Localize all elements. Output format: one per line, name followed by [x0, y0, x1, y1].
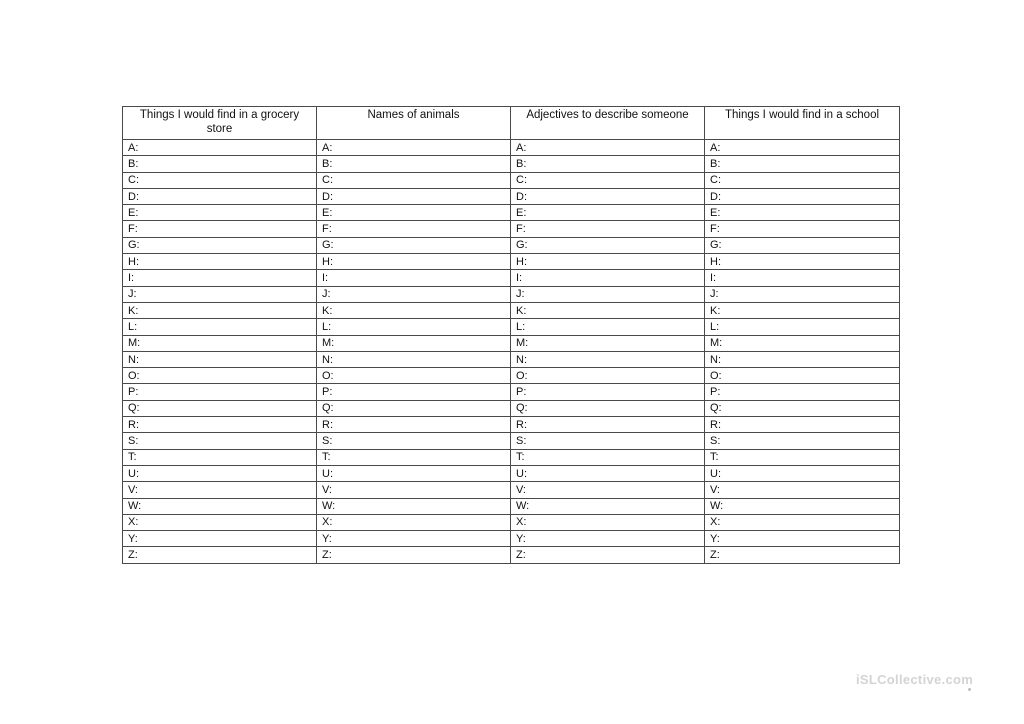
letter-cell[interactable]: F:	[123, 221, 317, 237]
letter-cell[interactable]: Q:	[705, 400, 900, 416]
letter-rows	[123, 140, 900, 564]
letter-cell[interactable]: B:	[317, 156, 511, 172]
letter-cell[interactable]: K:	[511, 302, 705, 318]
table-row	[123, 286, 900, 302]
letter-cell[interactable]: K:	[123, 302, 317, 318]
letter-cell[interactable]: E:	[317, 205, 511, 221]
table-row	[123, 465, 900, 481]
letter-cell[interactable]: Z:	[317, 547, 511, 563]
header-grocery-store: Things I would find in a grocery store	[123, 107, 317, 140]
letter-cell[interactable]: Y:	[123, 531, 317, 547]
letter-cell[interactable]: T:	[511, 449, 705, 465]
header-adjectives: Adjectives to describe someone	[511, 107, 705, 140]
table-row	[123, 319, 900, 335]
letter-cell[interactable]: M:	[511, 335, 705, 351]
letter-cell[interactable]: A:	[317, 140, 511, 156]
letter-cell[interactable]: S:	[511, 433, 705, 449]
letter-cell[interactable]: V:	[705, 482, 900, 498]
letter-cell[interactable]: U:	[511, 465, 705, 481]
letter-cell[interactable]: H:	[317, 254, 511, 270]
letter-cell[interactable]: X:	[317, 514, 511, 530]
letter-cell[interactable]: W:	[123, 498, 317, 514]
letter-cell[interactable]: I:	[511, 270, 705, 286]
table-row	[123, 237, 900, 253]
letter-cell[interactable]: U:	[123, 465, 317, 481]
letter-cell[interactable]: T:	[317, 449, 511, 465]
letter-cell[interactable]: P:	[123, 384, 317, 400]
letter-cell[interactable]: O:	[123, 368, 317, 384]
letter-cell[interactable]: Z:	[705, 547, 900, 563]
table-row	[123, 172, 900, 188]
letter-cell[interactable]: H:	[511, 254, 705, 270]
letter-cell[interactable]: O:	[705, 368, 900, 384]
letter-cell[interactable]: Q:	[511, 400, 705, 416]
letter-cell[interactable]: Y:	[511, 531, 705, 547]
letter-cell[interactable]: N:	[317, 351, 511, 367]
decorative-dot	[968, 688, 971, 691]
letter-cell[interactable]: S:	[705, 433, 900, 449]
letter-cell[interactable]: F:	[317, 221, 511, 237]
letter-cell[interactable]: R:	[317, 417, 511, 433]
table-row	[123, 205, 900, 221]
watermark: iSLCollective.com	[856, 672, 974, 687]
table-row	[123, 400, 900, 416]
letter-cell[interactable]: I:	[317, 270, 511, 286]
table-row	[123, 140, 900, 156]
letter-cell[interactable]: L:	[705, 319, 900, 335]
letter-cell[interactable]: O:	[511, 368, 705, 384]
table-row	[123, 449, 900, 465]
letter-cell[interactable]: Z:	[123, 547, 317, 563]
table-row	[123, 417, 900, 433]
letter-cell[interactable]: V:	[317, 482, 511, 498]
letter-cell[interactable]: H:	[705, 254, 900, 270]
letter-cell[interactable]: H:	[123, 254, 317, 270]
letter-cell[interactable]: W:	[705, 498, 900, 514]
table-row	[123, 433, 900, 449]
letter-cell[interactable]: R:	[705, 417, 900, 433]
letter-cell[interactable]: B:	[511, 156, 705, 172]
letter-cell[interactable]: U:	[317, 465, 511, 481]
letter-cell[interactable]: W:	[511, 498, 705, 514]
letter-cell[interactable]: I:	[705, 270, 900, 286]
table-row	[123, 547, 900, 563]
letter-cell[interactable]: C:	[317, 172, 511, 188]
letter-cell[interactable]: Y:	[705, 531, 900, 547]
letter-cell[interactable]: Q:	[123, 400, 317, 416]
letter-cell[interactable]: V:	[123, 482, 317, 498]
letter-cell[interactable]: W:	[317, 498, 511, 514]
letter-cell[interactable]: I:	[123, 270, 317, 286]
letter-cell[interactable]: J:	[511, 286, 705, 302]
letter-cell[interactable]: D:	[705, 188, 900, 204]
alphabet-table	[122, 106, 900, 564]
letter-cell[interactable]: A:	[705, 140, 900, 156]
letter-cell[interactable]: N:	[123, 351, 317, 367]
letter-cell[interactable]: X:	[705, 514, 900, 530]
letter-cell[interactable]: V:	[511, 482, 705, 498]
table-row	[123, 254, 900, 270]
letter-cell[interactable]: L:	[123, 319, 317, 335]
letter-cell[interactable]: E:	[705, 205, 900, 221]
letter-cell[interactable]: G:	[317, 237, 511, 253]
table-row	[123, 351, 900, 367]
table-row	[123, 335, 900, 351]
letter-cell[interactable]: M:	[317, 335, 511, 351]
table-row	[123, 482, 900, 498]
letter-cell[interactable]: R:	[123, 417, 317, 433]
header-row	[123, 107, 900, 140]
letter-cell[interactable]: J:	[705, 286, 900, 302]
table-row	[123, 384, 900, 400]
letter-cell[interactable]: X:	[123, 514, 317, 530]
letter-cell[interactable]: N:	[705, 351, 900, 367]
letter-cell[interactable]: G:	[511, 237, 705, 253]
table-row	[123, 514, 900, 530]
letter-cell[interactable]: F:	[511, 221, 705, 237]
letter-cell[interactable]: K:	[705, 302, 900, 318]
letter-cell[interactable]: Q:	[317, 400, 511, 416]
table-row	[123, 302, 900, 318]
letter-cell[interactable]: U:	[705, 465, 900, 481]
letter-cell[interactable]: M:	[123, 335, 317, 351]
letter-cell[interactable]: L:	[511, 319, 705, 335]
letter-cell[interactable]: Z:	[511, 547, 705, 563]
letter-cell[interactable]: B:	[705, 156, 900, 172]
letter-cell[interactable]: G:	[123, 237, 317, 253]
table-row	[123, 270, 900, 286]
header-school: Things I would find in a school	[705, 107, 900, 140]
letter-cell[interactable]: A:	[123, 140, 317, 156]
letter-cell[interactable]: L:	[317, 319, 511, 335]
letter-cell[interactable]: D:	[317, 188, 511, 204]
table-row	[123, 498, 900, 514]
letter-cell[interactable]: T:	[123, 449, 317, 465]
letter-cell[interactable]: P:	[511, 384, 705, 400]
table-row	[123, 368, 900, 384]
letter-cell[interactable]: T:	[705, 449, 900, 465]
letter-cell[interactable]: C:	[511, 172, 705, 188]
letter-cell[interactable]: M:	[705, 335, 900, 351]
letter-cell[interactable]: F:	[705, 221, 900, 237]
letter-cell[interactable]: C:	[123, 172, 317, 188]
letter-cell[interactable]: G:	[705, 237, 900, 253]
letter-cell[interactable]: O:	[317, 368, 511, 384]
letter-cell[interactable]: D:	[123, 188, 317, 204]
letter-cell[interactable]: X:	[511, 514, 705, 530]
letter-cell[interactable]: P:	[317, 384, 511, 400]
letter-cell[interactable]: E:	[123, 205, 317, 221]
letter-cell[interactable]: R:	[511, 417, 705, 433]
letter-cell[interactable]: J:	[317, 286, 511, 302]
letter-cell[interactable]: N:	[511, 351, 705, 367]
table-row	[123, 156, 900, 172]
letter-cell[interactable]: D:	[511, 188, 705, 204]
letter-cell[interactable]: E:	[511, 205, 705, 221]
letter-cell[interactable]: Y:	[317, 531, 511, 547]
table-row	[123, 531, 900, 547]
table-row	[123, 188, 900, 204]
letter-cell[interactable]: S:	[123, 433, 317, 449]
table-row	[123, 221, 900, 237]
letter-cell[interactable]: B:	[123, 156, 317, 172]
letter-cell[interactable]: C:	[705, 172, 900, 188]
letter-cell[interactable]: P:	[705, 384, 900, 400]
letter-cell[interactable]: A:	[511, 140, 705, 156]
letter-cell[interactable]: S:	[317, 433, 511, 449]
letter-cell[interactable]: K:	[317, 302, 511, 318]
header-animals: Names of animals	[317, 107, 511, 140]
letter-cell[interactable]: J:	[123, 286, 317, 302]
